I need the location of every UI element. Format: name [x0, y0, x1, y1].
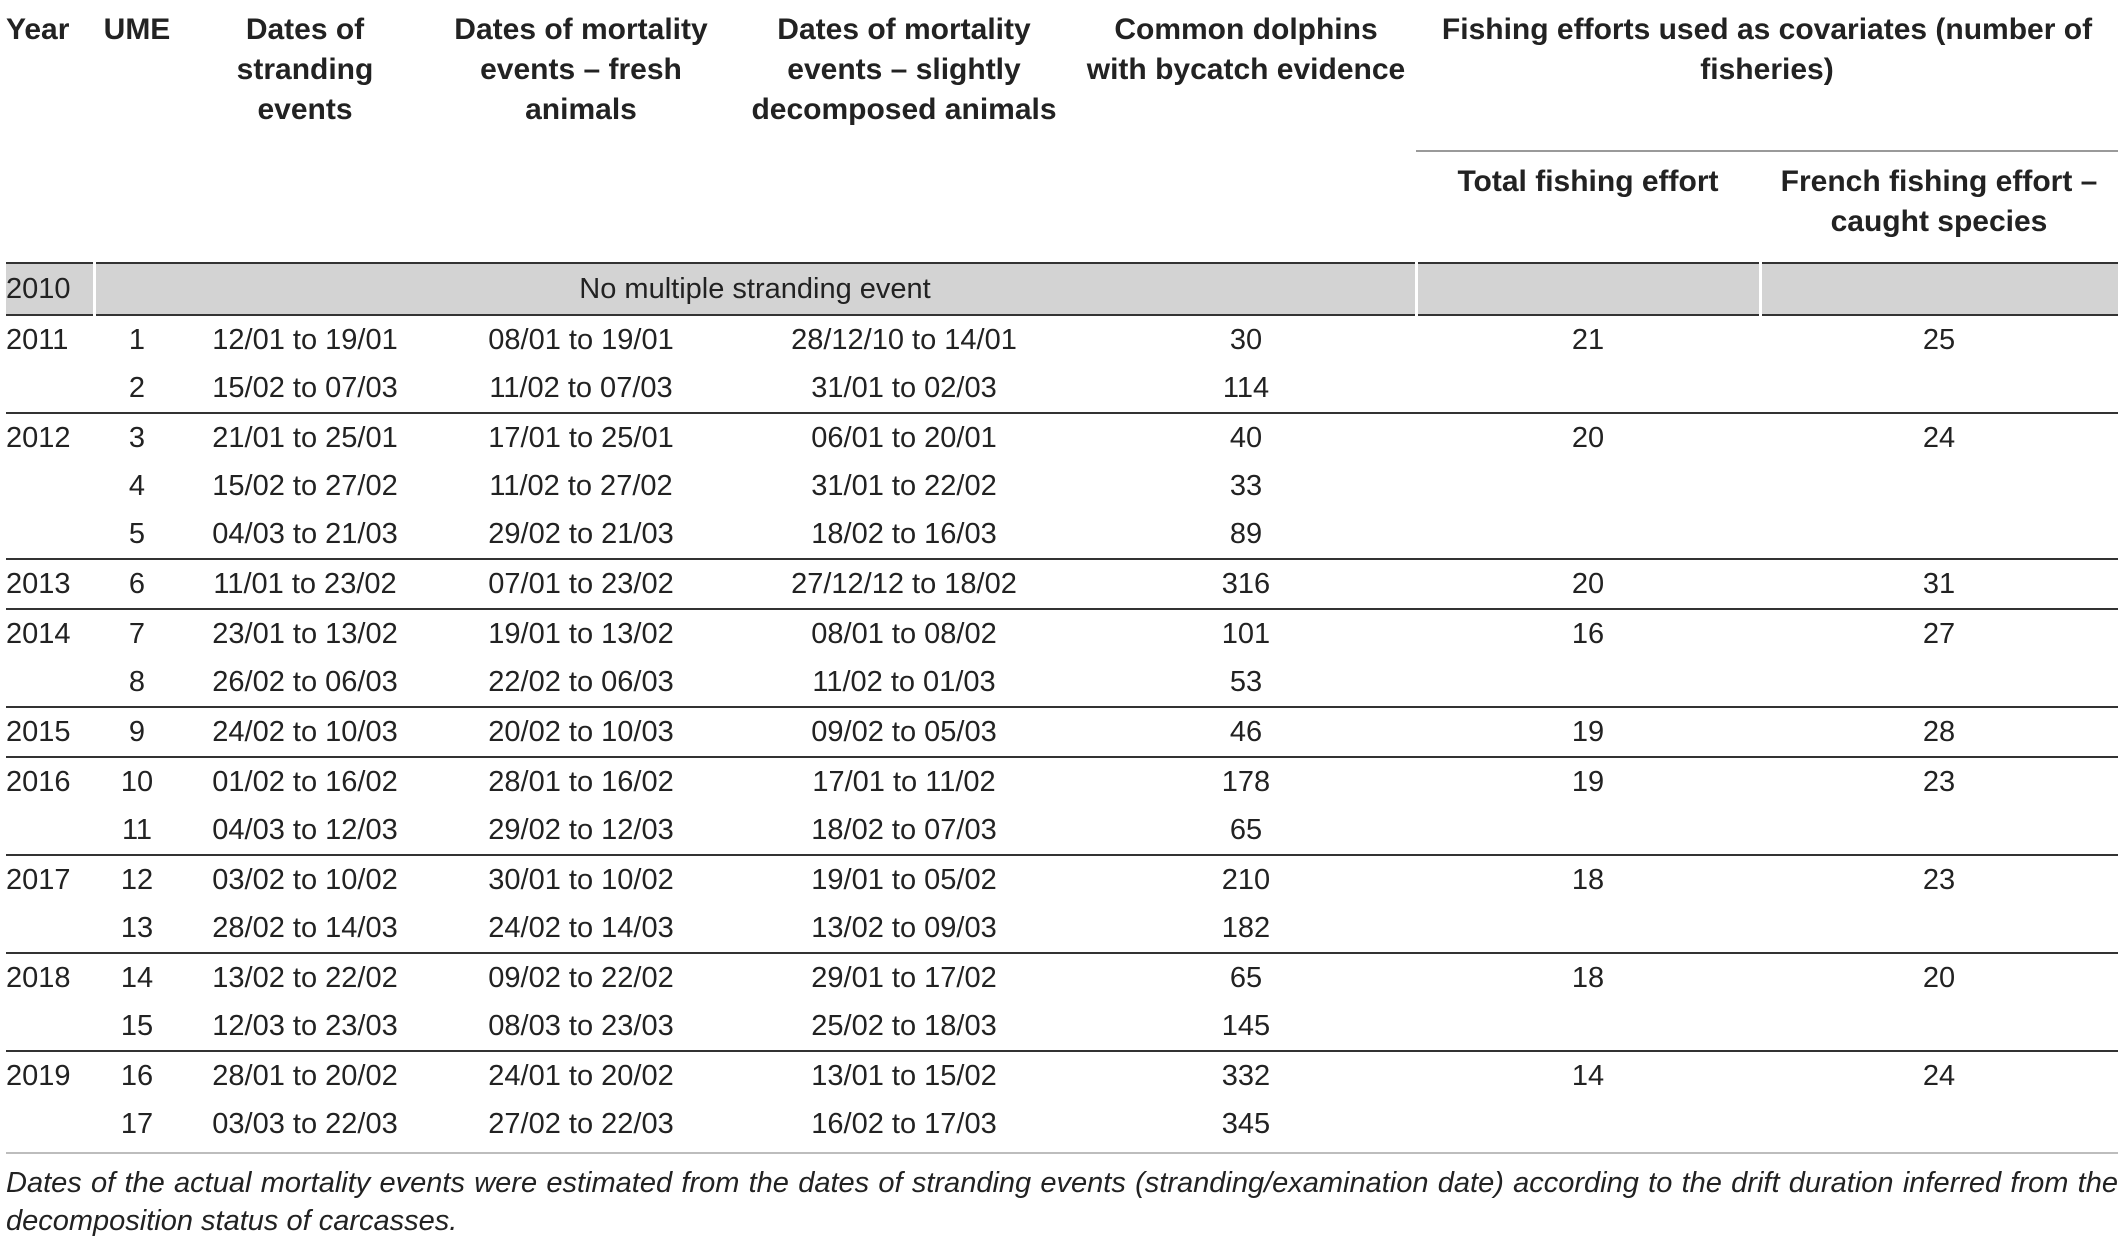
cell-dolphins: 30: [1076, 315, 1416, 364]
cell-french-fishing-effort: 24: [1760, 1051, 2118, 1100]
cell-stranding-dates: 13/02 to 22/02: [180, 953, 430, 1002]
cell-french-fishing-effort: [1760, 510, 2118, 559]
cell-total-fishing-effort: [1416, 510, 1760, 559]
table-body: [6, 263, 2118, 1148]
cell-dolphins: 46: [1076, 707, 1416, 757]
cell-year: [6, 1002, 94, 1051]
header-french-fishing-effort: French fishing effort – caught species: [1760, 151, 2118, 263]
cell-french-fishing-effort: [1760, 904, 2118, 953]
table-header: [6, 0, 2118, 263]
cell-decomposed-dates: 17/01 to 11/02: [732, 757, 1076, 806]
cell-dolphins: 210: [1076, 855, 1416, 904]
cell-total-fishing-effort: 19: [1416, 707, 1760, 757]
cell-dolphins: 65: [1229, 814, 1263, 846]
cell-stranding-dates: 11/01 to 23/02: [180, 559, 430, 609]
table-row: [6, 1100, 2118, 1148]
cell-total-fishing-effort: 21: [1416, 315, 1760, 364]
cell-decomposed-dates: 13/01 to 15/02: [732, 1051, 1076, 1100]
cell-stranding-dates: 15/02 to 27/02: [212, 470, 398, 502]
cell-ume: 11: [121, 814, 153, 846]
cell-dolphins: 114: [1222, 372, 1270, 404]
cell-dolphins: 89: [1229, 518, 1263, 550]
cell-ume: 7: [94, 609, 180, 658]
cell-decomposed-dates: 16/02 to 17/03: [811, 1108, 997, 1140]
cell-stranding-dates: 12/03 to 23/03: [212, 1010, 398, 1042]
cell-ume: 4: [128, 470, 146, 502]
cell-ume: 16: [94, 1051, 180, 1100]
header-dolphins-bycatch: Common dolphins with bycatch evidence: [1086, 13, 1406, 86]
cell-ume: 13: [120, 912, 154, 944]
cell-decomposed-dates: 13/02 to 09/03: [811, 912, 997, 944]
table-row: [6, 315, 2118, 364]
cell-fresh-dates: 24/01 to 20/02: [430, 1051, 732, 1100]
cell-decomposed-dates: 09/02 to 05/03: [732, 707, 1076, 757]
cell-fresh-dates: 09/02 to 22/02: [430, 953, 732, 1002]
cell-decomposed-dates: 25/02 to 18/03: [811, 1010, 997, 1042]
cell-french-fishing-effort: [1760, 1002, 2118, 1051]
cell-total-fishing-effort: 14: [1416, 1051, 1760, 1100]
table-row: [6, 510, 2118, 559]
cell-french-fishing-effort: [1760, 364, 2118, 413]
cell-fresh-dates: 08/03 to 23/03: [488, 1010, 674, 1042]
cell-decomposed-dates: 18/02 to 07/03: [811, 814, 997, 846]
cell-dolphins: 345: [1221, 1108, 1271, 1140]
ume-table: [6, 0, 2118, 1148]
cell-french-fishing-effort: [1760, 806, 2118, 855]
cell-year: 2013: [6, 559, 94, 609]
cell-ume: 14: [94, 953, 180, 1002]
cell-stranding-dates: 01/02 to 16/02: [180, 757, 430, 806]
cell-french-fishing-effort: 23: [1760, 855, 2118, 904]
header-ume: UME: [103, 13, 171, 46]
cell-stranding-dates: 12/01 to 19/01: [180, 315, 430, 364]
table-row: [6, 757, 2118, 806]
footnote-container: [6, 1152, 2118, 1240]
cell-fresh-dates: 19/01 to 13/02: [430, 609, 732, 658]
cell-fresh-dates: 08/01 to 19/01: [430, 315, 732, 364]
cell-year: 2014: [6, 609, 94, 658]
cell-ume: 6: [94, 559, 180, 609]
cell-year: 2018: [6, 953, 94, 1002]
cell-french-fishing-effort: [1760, 462, 2118, 510]
cell-year: [6, 658, 94, 707]
cell-fresh-dates: 22/02 to 06/03: [488, 666, 674, 698]
cell-french-fishing-effort: 25: [1760, 315, 2118, 364]
header-fishing-efforts: Fishing efforts used as covariates (number of fisheries): [1416, 0, 2118, 151]
cell-fresh-dates: 29/02 to 21/03: [488, 518, 674, 550]
table-footnote: Dates of the actual mortality events were estimated from the dates of stranding events (stranding/examination date) according to the drift duration inferred from the decomposition status of carcasses.: [6, 1167, 2118, 1237]
table-row: [6, 707, 2118, 757]
cell-decomposed-dates: 28/12/10 to 14/01: [732, 315, 1076, 364]
cell-total-fishing-effort: 18: [1416, 953, 1760, 1002]
cell-decomposed-dates: 31/01 to 02/03: [811, 372, 997, 404]
cell-total-fishing-effort: [1416, 806, 1760, 855]
header-stranding-dates: Dates of stranding events: [236, 13, 374, 126]
table-row: [6, 953, 2118, 1002]
cell-ume: 3: [94, 413, 180, 462]
cell-total-fishing-effort: 20: [1416, 413, 1760, 462]
cell-french-fishing-effort: [1760, 1100, 2118, 1148]
cell-ume: 17: [120, 1108, 154, 1140]
cell-french-fishing-effort: 27: [1760, 609, 2118, 658]
cell-no-event-note: No multiple stranding event: [94, 263, 1416, 315]
table-row: [6, 364, 2118, 413]
cell-year: 2011: [6, 315, 94, 364]
cell-total-fishing-effort: [1416, 364, 1760, 413]
cell-decomposed-dates: 18/02 to 16/03: [811, 518, 997, 550]
cell-year: [6, 1100, 94, 1148]
cell-french-fishing-effort: 28: [1760, 707, 2118, 757]
cell-total-fishing-effort: [1416, 1002, 1760, 1051]
cell-dolphins: 33: [1229, 470, 1263, 502]
cell-total-fishing-effort: [1416, 1100, 1760, 1148]
table-row: [6, 1002, 2118, 1051]
cell-total-fishing-effort: [1416, 658, 1760, 707]
cell-stranding-dates: 03/03 to 22/03: [212, 1108, 398, 1140]
cell-stranding-dates: 26/02 to 06/03: [212, 666, 398, 698]
cell-ume: 2: [128, 372, 146, 404]
header-year: Year: [6, 13, 70, 46]
cell-year: [6, 806, 94, 855]
table-row: [6, 462, 2118, 510]
cell-stranding-dates: 04/03 to 21/03: [212, 518, 398, 550]
table-row: [6, 658, 2118, 707]
cell-french-fishing-effort: 23: [1760, 757, 2118, 806]
cell-stranding-dates: 21/01 to 25/01: [180, 413, 430, 462]
table-row: [6, 1051, 2118, 1100]
cell-ume: 5: [128, 518, 146, 550]
header-total-fishing-effort: Total fishing effort: [1416, 151, 1760, 263]
cell-year: 2012: [6, 413, 94, 462]
cell-year: 2010: [6, 263, 94, 315]
cell-fresh-dates: 17/01 to 25/01: [430, 413, 732, 462]
cell-dolphins: 182: [1221, 912, 1271, 944]
cell-year: 2017: [6, 855, 94, 904]
table-row: [6, 806, 2118, 855]
cell-fresh-dates: 27/02 to 22/03: [488, 1108, 674, 1140]
cell-year: [6, 462, 94, 510]
cell-year: [6, 510, 94, 559]
table-row: [6, 559, 2118, 609]
cell-stranding-dates: 28/01 to 20/02: [180, 1051, 430, 1100]
cell-total-fishing-effort: 19: [1416, 757, 1760, 806]
cell-dolphins: 332: [1076, 1051, 1416, 1100]
table-row: [6, 413, 2118, 462]
cell-year: [6, 364, 94, 413]
cell-fresh-dates: 11/02 to 27/02: [489, 470, 673, 502]
cell-total-fishing-effort: [1416, 904, 1760, 953]
header-decomposed-dates: Dates of mortality events – slightly decomposed animals: [751, 13, 1057, 126]
cell-empty: [1416, 263, 1760, 315]
cell-decomposed-dates: 11/02 to 01/03: [812, 666, 996, 698]
cell-ume: 9: [94, 707, 180, 757]
cell-total-fishing-effort: [1416, 462, 1760, 510]
cell-fresh-dates: 29/02 to 12/03: [488, 814, 674, 846]
cell-dolphins: 40: [1076, 413, 1416, 462]
cell-stranding-dates: 24/02 to 10/03: [180, 707, 430, 757]
cell-fresh-dates: 07/01 to 23/02: [430, 559, 732, 609]
cell-stranding-dates: 15/02 to 07/03: [212, 372, 398, 404]
cell-year: 2015: [6, 707, 94, 757]
cell-stranding-dates: 03/02 to 10/02: [180, 855, 430, 904]
cell-decomposed-dates: 08/01 to 08/02: [732, 609, 1076, 658]
cell-dolphins: 316: [1076, 559, 1416, 609]
cell-stranding-dates: 23/01 to 13/02: [180, 609, 430, 658]
cell-dolphins: 101: [1076, 609, 1416, 658]
cell-fresh-dates: 20/02 to 10/03: [430, 707, 732, 757]
table-row: [6, 609, 2118, 658]
cell-french-fishing-effort: 31: [1760, 559, 2118, 609]
cell-year: [6, 904, 94, 953]
cell-fresh-dates: 28/01 to 16/02: [430, 757, 732, 806]
cell-empty: [1760, 263, 2118, 315]
cell-year: 2016: [6, 757, 94, 806]
cell-decomposed-dates: 19/01 to 05/02: [732, 855, 1076, 904]
cell-ume: 1: [94, 315, 180, 364]
cell-ume: 12: [94, 855, 180, 904]
cell-dolphins: 178: [1076, 757, 1416, 806]
cell-ume: 8: [128, 666, 146, 698]
cell-dolphins: 65: [1076, 953, 1416, 1002]
cell-year: 2019: [6, 1051, 94, 1100]
cell-fresh-dates: 24/02 to 14/03: [488, 912, 674, 944]
cell-decomposed-dates: 27/12/12 to 18/02: [732, 559, 1076, 609]
cell-ume: 10: [94, 757, 180, 806]
cell-total-fishing-effort: 20: [1416, 559, 1760, 609]
cell-stranding-dates: 04/03 to 12/03: [212, 814, 398, 846]
cell-french-fishing-effort: 24: [1760, 413, 2118, 462]
cell-decomposed-dates: 31/01 to 22/02: [811, 470, 997, 502]
cell-total-fishing-effort: 16: [1416, 609, 1760, 658]
table-container: [6, 0, 2118, 1240]
cell-fresh-dates: 30/01 to 10/02: [430, 855, 732, 904]
table-row: [6, 904, 2118, 953]
cell-dolphins: 53: [1229, 666, 1263, 698]
cell-french-fishing-effort: 20: [1760, 953, 2118, 1002]
cell-dolphins: 145: [1221, 1010, 1271, 1042]
cell-decomposed-dates: 29/01 to 17/02: [732, 953, 1076, 1002]
table-row: [6, 855, 2118, 904]
cell-decomposed-dates: 06/01 to 20/01: [732, 413, 1076, 462]
cell-fresh-dates: 11/02 to 07/03: [489, 372, 673, 404]
cell-stranding-dates: 28/02 to 14/03: [212, 912, 398, 944]
header-fresh-dates: Dates of mortality events – fresh animals: [454, 13, 708, 126]
cell-total-fishing-effort: 18: [1416, 855, 1760, 904]
cell-french-fishing-effort: [1760, 658, 2118, 707]
cell-ume: 15: [120, 1010, 154, 1042]
table-row-2010: [6, 263, 2118, 315]
